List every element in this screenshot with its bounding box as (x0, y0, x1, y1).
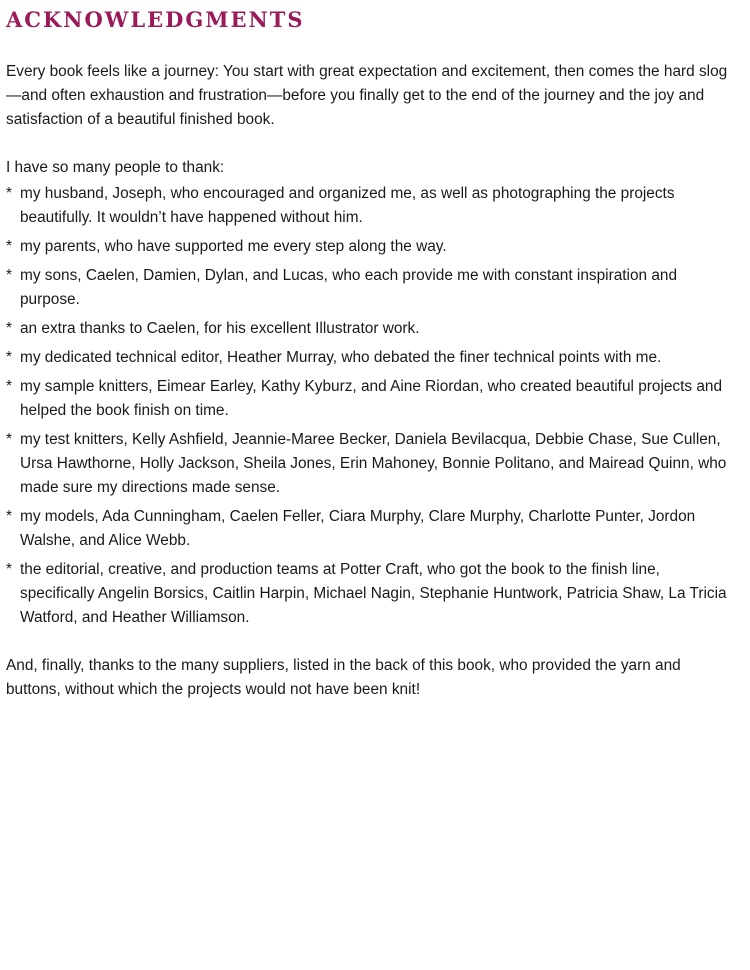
list-item (6, 182, 736, 230)
thanks-list (6, 182, 736, 630)
list-item (6, 235, 736, 259)
list-item (6, 558, 736, 630)
page-title: ACKNOWLEDGMENTS (6, 7, 305, 32)
list-item-text: my husband, Joseph, who encouraged and organized me, as well as photographing the projects beautifully. It wouldn’t have happened without him. (20, 185, 675, 226)
list-item (6, 317, 736, 341)
asterisk-bullet: * (6, 320, 12, 337)
list-item-text: my sons, Caelen, Damien, Dylan, and Lucas, who each provide me with constant inspiration and purpose. (20, 267, 678, 308)
list-item (6, 505, 736, 553)
thanks-lead-in: I have so many people to thank: (6, 159, 225, 176)
intro-paragraph: Every book feels like a journey: You start with great expectation and excitement, then comes the hard slog—and often exhaustion and frustration—before you finally get to the end of the journey and the joy and satisfaction of a beautiful finished book. (6, 63, 728, 128)
asterisk-bullet: * (6, 431, 12, 448)
list-item (6, 346, 736, 370)
asterisk-bullet: * (6, 378, 12, 395)
list-item (6, 264, 736, 312)
acknowledgments-page (6, 6, 736, 702)
list-item (6, 428, 736, 500)
list-item-text: my test knitters, Kelly Ashfield, Jeannie-Maree Becker, Daniela Bevilacqua, Debbie Chase, Sue Cullen, Ursa Hawthorne, Holly Jackson, Sheila Jones, Erin Mahoney, Bonnie Politano, and Mairead Quinn, who made sure my directions made sense. (20, 431, 727, 496)
list-item-text: my parents, who have supported me every step along the way. (20, 238, 447, 255)
closing-paragraph: And, finally, thanks to the many suppliers, listed in the back of this book, who provided the yarn and buttons, without which the projects would not have been knit! (6, 657, 681, 698)
list-item-text: my sample knitters, Eimear Earley, Kathy Kyburz, and Aine Riordan, who created beautiful projects and helped the book finish on time. (20, 378, 723, 419)
asterisk-bullet: * (6, 185, 12, 202)
asterisk-bullet: * (6, 238, 12, 255)
asterisk-bullet: * (6, 349, 12, 366)
list-item-text: my dedicated technical editor, Heather Murray, who debated the finer technical points with me. (20, 349, 662, 366)
list-item-text: an extra thanks to Caelen, for his excellent Illustrator work. (20, 320, 420, 337)
list-item (6, 375, 736, 423)
asterisk-bullet: * (6, 267, 12, 284)
asterisk-bullet: * (6, 508, 12, 525)
list-item-text: my models, Ada Cunningham, Caelen Feller, Ciara Murphy, Clare Murphy, Charlotte Punter, Jordon Walshe, and Alice Webb. (20, 508, 696, 549)
asterisk-bullet: * (6, 561, 12, 578)
list-item-text: the editorial, creative, and production teams at Potter Craft, who got the book to the finish line, specifically Angelin Borsics, Caitlin Harpin, Michael Nagin, Stephanie Huntwork, Patricia Shaw, La Tricia Watford, and Heather Williamson. (20, 561, 727, 626)
